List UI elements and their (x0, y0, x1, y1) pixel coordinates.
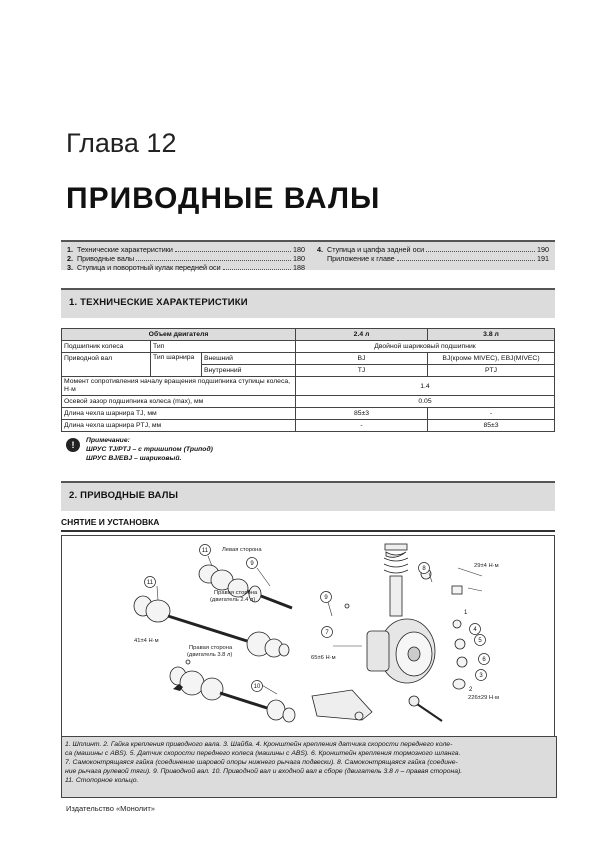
toc-item-page: 180 (293, 254, 305, 263)
section-title: 1. ТЕХНИЧЕСКИЕ ХАРАКТЕРИСТИКИ (69, 297, 248, 308)
toc-item-number (317, 254, 327, 263)
cell: BJ (296, 353, 428, 365)
callout-2: 2 (469, 687, 473, 693)
label-torque-65: 65±6 Н·м (311, 655, 336, 661)
callout-3: 3 (479, 673, 483, 679)
callout-7: 7 (325, 630, 329, 636)
publisher-footer: Издательство «Монолит» (66, 804, 155, 813)
cell: TJ (296, 365, 428, 377)
note-title: Примечание: (86, 437, 130, 444)
toc-leader (223, 263, 291, 270)
warning-icon: ! (66, 438, 80, 452)
right-shaft-38-illustration (170, 667, 295, 722)
header-24: 2.4 л (296, 329, 428, 341)
callout-8: 8 (422, 566, 426, 572)
toc-left-column (67, 245, 305, 272)
cell: Тип шарнира (151, 353, 202, 377)
callout-9: 9 (250, 561, 254, 567)
callout-4: 4 (473, 627, 477, 633)
chapter-label: Глава 12 (66, 128, 177, 158)
cell: Длина чехла шарнира PTJ, мм (62, 420, 296, 432)
toc-item-text: Приводные валы (77, 254, 135, 263)
toc-item-number: 4. (317, 245, 323, 254)
cell: 1.4 (296, 377, 555, 396)
cell: Подшипник колеса (62, 341, 151, 353)
toc-item-text: Приложение к главе (327, 254, 395, 263)
toc-item-text: Ступица и поворотный кулак передней оси (77, 263, 221, 272)
cell: Внутренний (202, 365, 296, 377)
caption-line: са (машины с ABS). 5. Датчик скорости переднего колеса (машины с ABS). 6. Кронштейн крепления тормозного шланга. (65, 750, 461, 757)
cell: Двойной шариковый подшипник (296, 341, 555, 353)
toc-item-number: 2. (67, 254, 73, 263)
caption-line: 1. Шплинт. 2. Гайка крепления приводного вала. 3. Шайба. 4. Кронштейн крепления датчика скорости переднего коле- (65, 741, 453, 748)
section-header-driveshafts (61, 481, 555, 511)
toc-leader (397, 254, 535, 261)
table-of-contents (61, 240, 555, 270)
toc-item[interactable] (67, 263, 305, 272)
cell: - (428, 408, 555, 420)
header-engine: Объем двигателя (62, 329, 296, 341)
table-row (62, 420, 555, 432)
figure-caption (61, 736, 557, 798)
table-row (62, 377, 555, 396)
toc-leader (175, 245, 291, 252)
label-right-38-b: (двигатель 3.8 л) (187, 652, 233, 658)
note-line: ШРУС TJ/PTJ – с тришипом (Трипод) (86, 446, 213, 453)
label-right-24-b: (двигатель 2.4 л) (210, 597, 256, 603)
toc-item[interactable] (67, 245, 305, 254)
toc-item[interactable] (317, 254, 549, 263)
toc-item-text: Технические характеристики (77, 245, 173, 254)
cell: Момент сопротивления началу вращения подшипника ступицы колеса, Н·м (62, 377, 296, 396)
table-row (62, 341, 555, 353)
cell: Внешний (202, 353, 296, 365)
cell: 85±3 (296, 408, 428, 420)
label-torque-226: 226±29 Н·м (468, 695, 500, 701)
label-torque-41: 41±4 Н·м (134, 638, 159, 644)
exploded-diagram (61, 535, 555, 737)
table-row (62, 353, 555, 365)
toc-leader (136, 254, 291, 261)
section-title: 2. ПРИВОДНЫЕ ВАЛЫ (69, 490, 179, 501)
caption-line: 7. Самоконтрящаяся гайка (соединение шаровой опоры нижнего рычага подвески). 8. Самоконтрящаяся гайка (соедине- (65, 759, 458, 766)
divider (61, 530, 555, 532)
page-title: ПРИВОДНЫЕ ВАЛЫ (66, 182, 381, 215)
strut-illustration (384, 544, 408, 616)
label-left-side: Левая сторона (222, 547, 262, 553)
cell: Осевой зазор подшипника колеса (max), мм (62, 396, 296, 408)
diagram-drawing (62, 536, 554, 736)
section-header-specs (61, 288, 555, 318)
cell: PTJ (428, 365, 555, 377)
toc-item-page: 188 (293, 263, 305, 272)
callout-6: 6 (482, 657, 486, 663)
callout-11: 11 (201, 548, 209, 554)
callout-circles (145, 545, 490, 692)
table-row (62, 408, 555, 420)
lower-arm-illustration (312, 690, 372, 720)
toc-item-page: 190 (537, 245, 549, 254)
toc-item-text: Ступица и цапфа задней оси (327, 245, 425, 254)
caption-line: 11. Стопорное кольцо. (65, 777, 139, 784)
toc-item-number: 3. (67, 263, 73, 272)
toc-item-number: 1. (67, 245, 73, 254)
cell: Тип (151, 341, 296, 353)
callout-10: 10 (253, 684, 261, 690)
toc-item-page: 191 (537, 254, 549, 263)
caption-line: ние рычага рулевой тяги). 9. Приводной вал. 10. Приводной вал и входной вал в сборе (двигатель 3.8 л – правая сторона). (65, 768, 463, 775)
table-header-row (62, 329, 555, 341)
cell: 85±3 (428, 420, 555, 432)
cell: - (296, 420, 428, 432)
table-row (62, 396, 555, 408)
tie-rod-illustration (409, 696, 442, 721)
toc-item[interactable] (317, 245, 549, 254)
toc-right-column (317, 245, 549, 263)
callout-5: 5 (478, 638, 482, 644)
spec-table (61, 328, 555, 432)
note-text (86, 436, 213, 463)
note-line: ШРУС BJ/EBJ – шариковый. (86, 455, 182, 462)
cell: BJ(кроме MIVEC), EBJ(MIVEC) (428, 353, 555, 365)
subsection-title: СНЯТИЕ И УСТАНОВКА (61, 517, 160, 527)
hub-knuckle-illustration (367, 619, 435, 683)
toc-item-page: 180 (293, 245, 305, 254)
label-torque-29: 29±4 Н·м (474, 563, 499, 569)
callout-11b: 11 (146, 580, 154, 586)
callout-1: 1 (464, 610, 468, 616)
label-right-38-a: Правая сторона (189, 645, 233, 651)
label-right-24-a: Правая сторона (214, 590, 258, 596)
header-38: 3.8 л (428, 329, 555, 341)
cell: Приводной вал (62, 353, 151, 377)
cell: Длина чехла шарнира TJ, мм (62, 408, 296, 420)
cell: 0.05 (296, 396, 555, 408)
toc-leader (426, 245, 535, 252)
callout-9b: 9 (324, 595, 328, 601)
toc-item[interactable] (67, 254, 305, 263)
